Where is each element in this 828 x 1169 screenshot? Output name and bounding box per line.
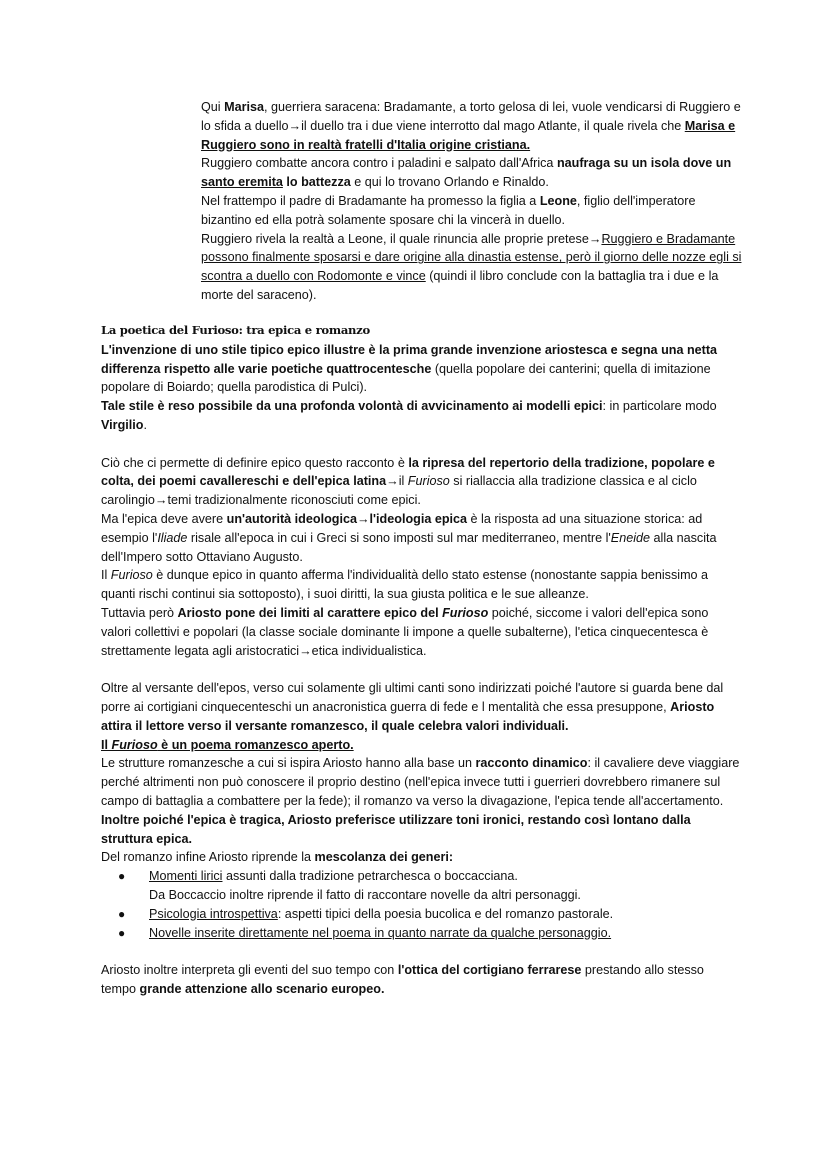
text-run: : aspetti tipici della poesia bucolica e del romanzo pastorale. [277,906,614,921]
bold-run: mescolanza dei generi: [314,850,454,865]
paragraph-structures [101,754,741,810]
bold-underlined-run: santo eremita [201,175,283,190]
bold-run: Tale stile è reso possibile da una profonda volontà di avvicinamento ai modelli epici [101,399,603,414]
bold-run: naufraga su un isola dove un [556,156,732,171]
paragraph-ideology [101,510,741,566]
bold-run: un'autorità ideologica→l'ideologia epica [226,511,468,526]
italic-run: Furioso [110,568,153,583]
text-run: (quindi il libro conclude con la battaglia tra i due e la morte del saraceno). [201,269,719,302]
paragraph-style [101,397,741,435]
text-run: , guerriera saracena: Bradamante, a torto gelosa di lei, vuole vendicarsi di Ruggiero e lo sfida a duello→il duello tra i due viene interrotto dal mago Atlante, il quale rivela che [201,100,741,133]
text-run: Da Boccaccio inoltre riprende il fatto di raccontare novelle da altri personaggi. [149,887,581,902]
bold-run: Inoltre poiché l'epica è tragica, Ariosto preferisce utilizzare toni ironici, restando così lontano dalla struttura epica. [101,812,691,846]
text-run: Il [101,737,112,752]
italic-run: Iliade [157,530,188,545]
text-run: Ruggiero rivela la realtà a Leone, il quale rinuncia alle proprie pretese→ [201,231,602,246]
paragraph-limits [101,604,741,660]
bold-run: l'ottica del cortigiano ferrarese [397,963,582,978]
text-run: Del romanzo infine Ariosto riprende la [101,850,315,865]
paragraph-romance [101,679,741,735]
paragraph-ferrarese [101,961,741,999]
bullet-icon: ● [118,925,126,940]
paragraph-open-poem [101,736,741,755]
bold-run: Ariosto pone dei limiti al carattere epico del [177,605,443,620]
text-run: : in particolare modo [602,399,717,414]
text-run: Le strutture romanzesche a cui si ispira Ariosto hanno alla base un [101,756,476,771]
paragraph-gap [101,435,741,454]
summary-paragraph-leone [201,192,746,230]
text-run: (quella popolare dei canterini; quella di imitazione popolare di Boiardo; quella parodistica di Pulci). [101,361,711,395]
bullet-icon: ● [118,906,126,921]
underlined-run: Psicologia introspettiva [149,906,278,921]
bold-italic-run: Furioso [442,605,489,620]
underlined-run: Ruggiero e Bradamante possono finalmente sposarsi e dare origine alla dinastia estense, però il giorno delle nozze egli si scontra a duello con Rodomonte e vince [201,231,742,284]
text-run: : il cavaliere deve viaggiare perché altrimenti non può conoscere il proprio destino (nell'epica invece tutti i guerrieri dovrebbero rimanere sul campo di battaglia a combattere per la fede); il romanzo va verso la divagazione, l'epica tende all'accertamento. [101,756,740,808]
list-item [101,867,741,886]
text-run: prestando allo stesso tempo [101,963,704,996]
text-run: Il [101,568,111,583]
bold-run: racconto dinamico [475,756,588,771]
summary-paragraph-shipwreck [201,154,746,192]
text-run: e qui lo trovano Orlando e Rinaldo. [350,175,549,190]
main-section [101,321,741,999]
genres-list [101,867,741,942]
text-run: Tuttavia però [101,605,178,620]
text-run: alla nascita dell'Impero sotto Ottaviano Augusto. [101,530,717,564]
text-run: si riallaccia alla tradizione classica e al ciclo carolingio→temi tradizionalmente riconosciuti come epici. [101,474,697,508]
bold-run: Virgilio [101,417,144,432]
text-run: è dunque epico in quanto afferma l'individualità dello stato estense (nonostante sappia benissimo a quanti rischi continui sia sottoposto), i suoi diritti, la sua giusta politica e le sue alleanze. [101,568,709,602]
underlined-run: Momenti lirici [149,869,223,884]
paragraph-gap [101,660,741,679]
bold-run: grande attenzione allo scenario europeo. [139,981,385,996]
bold-run: L'invenzione di uno stile tipico epico illustre è la prima grande invenzione ariostesca e segna una netta differenza rispetto alle varie poetiche quattrocentesche [101,342,718,376]
text-run: Ciò che ci permette di definire epico questo racconto è [101,455,409,470]
italic-run: Furioso [111,737,158,752]
underlined-run: Novelle inserite direttamente nel poema in quanto narrate da qualche personaggio. [149,925,612,940]
text-run: Ruggiero combatte ancora contro i paladini e salpato dall'Africa [201,156,557,171]
bold-run: Ariosto attira il lettore verso il versante romanzesco, il quale celebra valori individuali. [101,699,715,733]
bold-run: Leone [539,193,577,208]
bold-run: la ripresa del repertorio della tradizione, popolare e colta, dei poemi cavallereschi e dell'epica latina [101,455,715,489]
text-run: Ma l'epica deve avere [101,511,227,526]
list-item [101,924,741,943]
paragraph-estense [101,566,741,604]
text-run: Nel frattempo il padre di Bradamante ha promesso la figlia a [201,193,540,208]
paragraph-gap [101,942,741,961]
indented-summary [201,98,746,305]
paragraph-genres [101,848,741,867]
text-run: risale all'epoca in cui i Greci si sono imposti sul mar mediterraneo, mentre l' [187,530,611,545]
text-run: è un poema romanzesco aperto. [157,737,354,752]
text-run: poiché, siccome i valori dell'epica sono valori collettivi e popolari (la classe sociale dominante li impone a quelle subalterne), l'etica cinquecentesca è strettamente legata agli aristocratici→etica individualistica. [101,605,709,658]
summary-paragraph-marisa [201,98,746,154]
text-run: Oltre al versante dell'epos, verso cui solamente gli ultimi canti sono indirizzati poiché l'autore si guarda bene dal porre ai cortigiani cinquecenteschi un anacronistica guerra di fede e l mentalità che essa presuppone, [101,681,724,714]
bold-underlined-run: Marisa e Ruggiero sono in realtà fratelli d'Italia origine cristiana. [201,118,736,152]
list-item-continuation [101,886,741,905]
text-run: →il [386,474,408,489]
list-item [101,905,741,924]
section-heading: La poetica del Furioso: tra epica e romanzo [101,323,370,337]
bold-run: Marisa [224,100,265,114]
bullet-icon: ● [118,869,126,884]
summary-paragraph-wedding [201,230,746,305]
bold-run: lo battezza [282,175,351,190]
paragraph-invention [101,341,741,397]
paragraph-epic-repertoire [101,454,741,510]
text-run: , figlio dell'imperatore bizantino ed ella potrà solamente sposare chi la vincerà in duello. [201,193,696,227]
text-run: Ariosto inoltre interpreta gli eventi del suo tempo con [101,963,398,978]
italic-run: Eneide [610,530,651,545]
text-run: . [143,417,147,432]
text-run: è la risposta ad una situazione storica: ad esempio l' [101,511,703,545]
text-run: assunti dalla tradizione petrarchesca o boccacciana. [222,869,518,884]
bold-underlined-run [101,738,354,752]
italic-run: Furioso [407,474,450,489]
text-run: Qui [201,100,225,114]
paragraph-irony [101,811,741,849]
